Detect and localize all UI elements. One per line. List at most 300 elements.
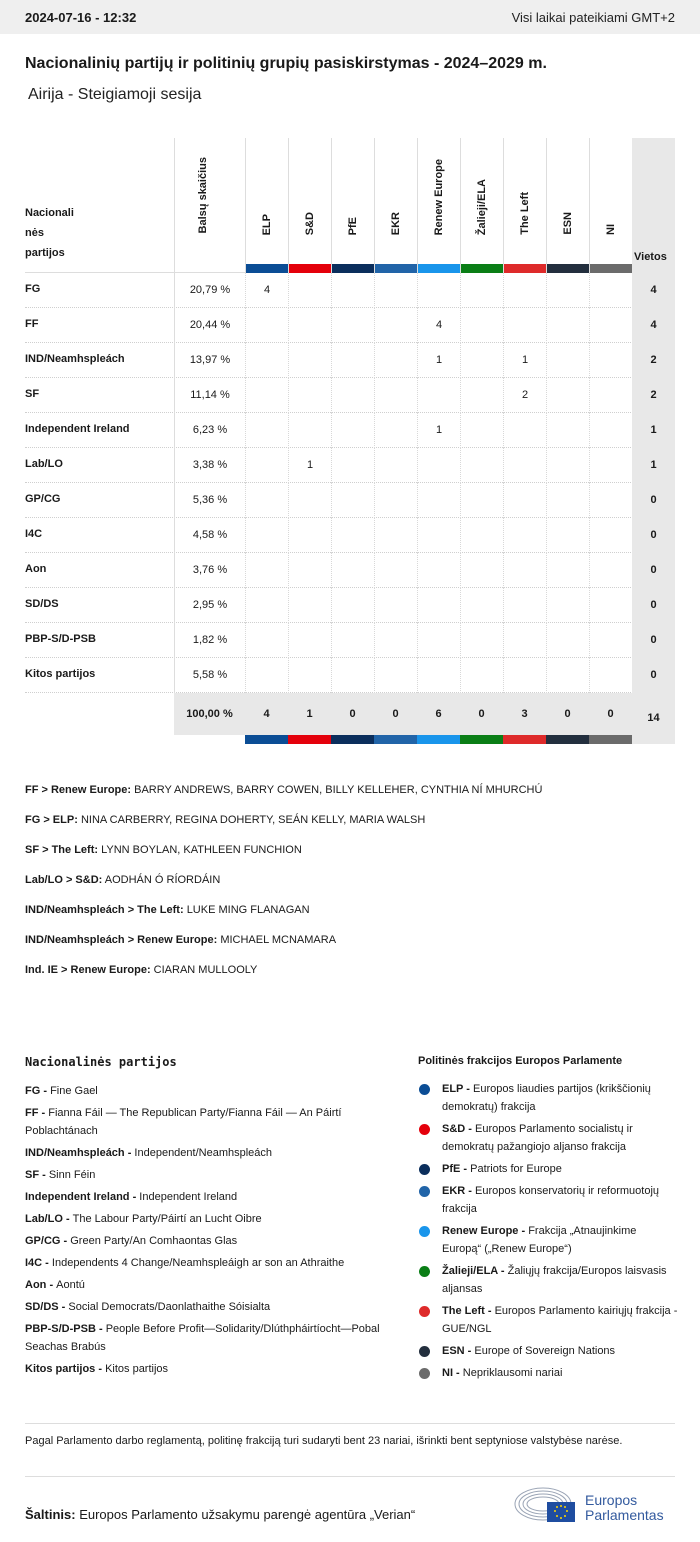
group-seat-cell — [589, 553, 632, 588]
groups-legend-list — [418, 1080, 678, 1382]
group-seat-cell — [374, 378, 417, 413]
group-seat-cell — [288, 413, 331, 448]
group-seat-cell — [546, 413, 589, 448]
national-legend-name: Independent/Neamhspleách — [134, 1147, 273, 1159]
group-color-dot-icon — [419, 1084, 430, 1095]
group-legend-name: Europos liaudies partijos (krikščionių demokratų) frakcija — [442, 1083, 651, 1113]
group-header-label: ELP — [261, 213, 273, 235]
group-total: 0 — [349, 708, 356, 720]
totals-row — [25, 693, 675, 744]
row-seats: 0 — [632, 658, 675, 693]
row-seats: 1 — [632, 413, 675, 448]
national-legend-item — [25, 1232, 395, 1250]
party-name: Aon — [25, 563, 47, 575]
group-seat-cell — [589, 658, 632, 693]
group-header-label: Renew Europe — [433, 158, 445, 235]
national-legend-item — [25, 1188, 395, 1206]
group-header-label: The Left — [519, 192, 531, 235]
group-seat-cell — [503, 413, 546, 448]
party-name: Kitos partijos — [25, 668, 96, 680]
national-legend-item — [25, 1210, 395, 1228]
group-seat-cell — [417, 483, 460, 518]
national-legend-item — [25, 1360, 395, 1378]
vote-share: 20,79 % — [174, 273, 245, 308]
group-total: 0 — [392, 708, 399, 720]
group-seat-cell — [331, 658, 374, 693]
group-color-dot-icon — [419, 1266, 430, 1277]
seats-header — [632, 138, 675, 273]
group-seat-cell — [374, 273, 417, 308]
vote-share: 6,23 % — [174, 413, 245, 448]
national-legend-abbr: FG - — [25, 1085, 51, 1097]
party-name: FF — [25, 318, 39, 330]
table-header — [25, 138, 675, 273]
assignment-names: MICHAEL MCNAMARA — [220, 934, 337, 946]
group-seat-cell — [460, 658, 503, 693]
source-text: Europos Parlamento užsakymu parengė agentūra „Verian“ — [75, 1507, 416, 1522]
assignment-names: CIARAN MULLOOLY — [153, 964, 258, 976]
group-seat-cell — [245, 413, 288, 448]
seats-header-label: Vietos — [634, 251, 667, 263]
group-legend-name: Europe of Sovereign Nations — [474, 1345, 616, 1357]
group-seat-cell — [546, 378, 589, 413]
group-seat-cell — [460, 413, 503, 448]
group-seat-cell: 1 — [417, 343, 460, 378]
group-seat-cell — [546, 588, 589, 623]
vote-share: 1,82 % — [174, 623, 245, 658]
group-legend-name: Nepriklausomi nariai — [462, 1367, 563, 1379]
group-seat-cell — [374, 413, 417, 448]
group-header — [460, 138, 503, 273]
votes-header — [174, 138, 245, 273]
group-legend-item — [418, 1364, 678, 1382]
national-legend-item — [25, 1298, 395, 1316]
group-color-bar — [417, 735, 460, 744]
group-color-bar — [331, 735, 374, 744]
group-seat-cell — [417, 378, 460, 413]
group-seat-cell — [245, 378, 288, 413]
assignment-names: LYNN BOYLAN, KATHLEEN FUNCHION — [101, 844, 302, 856]
table-row — [25, 588, 675, 623]
national-legend-name: People Before Profit—Solidarity/Dlúthpháirtíocht—Pobal Seachas Brabús — [25, 1323, 380, 1353]
row-seats: 4 — [632, 273, 675, 308]
page-title: Nacionalinių partijų ir politinių grupių pasiskirstymas - 2024–2029 m. — [25, 55, 547, 72]
groups-legend — [418, 1055, 678, 1386]
group-legend-name: Europos Parlamento socialistų ir demokratų pažangiojo aljanso frakcija — [442, 1123, 633, 1153]
group-total: 0 — [564, 708, 571, 720]
group-legend-abbr: ELP - — [442, 1083, 473, 1095]
group-header — [374, 138, 417, 273]
assignment-line — [25, 964, 675, 994]
group-seat-cell — [589, 273, 632, 308]
group-seat-cell — [245, 518, 288, 553]
vote-share: 20,44 % — [174, 308, 245, 343]
national-legend-abbr: Aon - — [25, 1279, 57, 1291]
national-legend-name: Social Democrats/Daonlathaithe Sóisialta — [68, 1301, 271, 1313]
party-name: SF — [25, 388, 40, 400]
timezone-note: Visi laikai pateikiami GMT+2 — [511, 9, 675, 25]
group-seat-cell — [503, 588, 546, 623]
group-seat-cell — [460, 448, 503, 483]
group-seat-cell — [288, 273, 331, 308]
group-legend-item — [418, 1222, 678, 1258]
group-legend-item — [418, 1120, 678, 1156]
group-seat-cell — [546, 553, 589, 588]
group-seat-cell — [460, 308, 503, 343]
assignment-names: NINA CARBERRY, REGINA DOHERTY, SEÁN KELLY, MARIA WALSH — [80, 814, 426, 826]
group-seat-cell — [245, 343, 288, 378]
ep-logo-line1: Europos — [585, 1492, 638, 1508]
group-seat-cell — [589, 448, 632, 483]
group-seat-cell — [245, 588, 288, 623]
party-name: SD/DS — [25, 598, 59, 610]
group-seat-cell — [331, 413, 374, 448]
group-legend-item — [418, 1302, 678, 1338]
group-legend-item — [418, 1160, 678, 1178]
group-seat-cell — [546, 658, 589, 693]
group-color-bar — [504, 264, 546, 273]
assignment-key: FF > Renew Europe: — [25, 784, 132, 796]
group-header — [245, 138, 288, 273]
group-seat-cell — [245, 623, 288, 658]
assignment-key: Lab/LO > S&D: — [25, 874, 103, 886]
table-row — [25, 623, 675, 658]
group-seat-cell — [417, 518, 460, 553]
assignment-key: IND/Neamhspleách > The Left: — [25, 904, 184, 916]
group-legend-item — [418, 1080, 678, 1116]
group-legend-abbr: The Left - — [442, 1305, 495, 1317]
group-seat-cell — [460, 553, 503, 588]
group-seat-cell — [288, 378, 331, 413]
row-seats: 0 — [632, 553, 675, 588]
group-color-dot-icon — [419, 1124, 430, 1135]
group-seat-cell — [245, 483, 288, 518]
row-seats: 2 — [632, 343, 675, 378]
group-seat-cell — [374, 553, 417, 588]
group-seat-cell — [589, 378, 632, 413]
group-seat-cell — [331, 553, 374, 588]
group-color-bar — [375, 264, 417, 273]
assignment-line — [25, 904, 675, 934]
national-legend-abbr: GP/CG - — [25, 1235, 71, 1247]
group-legend-abbr: Renew Europe - — [442, 1225, 529, 1237]
group-total: 0 — [478, 708, 485, 720]
national-legend-heading: Nacionalinės partijos — [25, 1055, 177, 1069]
group-seat-cell — [288, 483, 331, 518]
national-legend-item — [25, 1320, 395, 1356]
table-row — [25, 518, 675, 553]
national-legend-abbr: SF - — [25, 1169, 49, 1181]
national-legend-item — [25, 1254, 395, 1272]
group-total: 1 — [306, 708, 313, 720]
ep-logo — [513, 1486, 678, 1526]
party-name: I4C — [25, 528, 43, 540]
group-seat-cell — [503, 273, 546, 308]
results-table — [25, 138, 675, 744]
national-legend-abbr: PBP-S/D-PSB - — [25, 1323, 106, 1335]
party-name: IND/Neamhspleách — [25, 353, 125, 365]
ep-logo-line2: Parlamentas — [585, 1507, 664, 1523]
group-seat-cell: 2 — [503, 378, 546, 413]
top-bar — [0, 0, 700, 34]
row-seats: 0 — [632, 588, 675, 623]
national-legend-abbr: IND/Neamhspleách - — [25, 1147, 135, 1159]
party-name: Independent Ireland — [25, 423, 130, 435]
vote-share: 3,38 % — [174, 448, 245, 483]
vote-share: 5,36 % — [174, 483, 245, 518]
group-seat-cell — [546, 518, 589, 553]
group-legend-name: Patriots for Europe — [470, 1163, 562, 1175]
group-color-bar — [374, 735, 417, 744]
page-subtitle: Airija - Steigiamoji sesija — [28, 86, 202, 103]
group-total: 0 — [607, 708, 614, 720]
group-header — [417, 138, 460, 273]
table-row — [25, 448, 675, 483]
group-seat-cell — [331, 483, 374, 518]
group-seat-cell — [288, 623, 331, 658]
group-header — [589, 138, 632, 273]
assignment-line — [25, 844, 675, 874]
group-seat-cell — [374, 518, 417, 553]
assignment-names: BARRY ANDREWS, BARRY COWEN, BILLY KELLEHER, CYNTHIA NÍ MHURCHÚ — [134, 784, 543, 796]
group-seat-cell — [374, 658, 417, 693]
national-legend-abbr: Kitos partijos - — [25, 1363, 106, 1375]
group-seat-cell — [460, 273, 503, 308]
group-header — [546, 138, 589, 273]
group-seat-cell — [460, 623, 503, 658]
table-body — [25, 273, 675, 693]
table-row — [25, 483, 675, 518]
group-seat-cell — [288, 553, 331, 588]
national-legend-name: Fianna Fáil — The Republican Party/Fianna Fáil — An Páirtí Poblachtánach — [25, 1107, 342, 1137]
group-legend-abbr: Žalieji/ELA - — [442, 1265, 508, 1277]
group-header-label: NI — [605, 224, 617, 235]
group-color-bar — [332, 264, 374, 273]
votes-header-label: Balsų skaičius — [197, 156, 209, 233]
group-seat-cell — [589, 518, 632, 553]
group-seat-cell — [460, 343, 503, 378]
national-legend-list — [25, 1082, 395, 1378]
group-seat-cell — [460, 588, 503, 623]
group-color-dot-icon — [419, 1346, 430, 1357]
group-color-dot-icon — [419, 1164, 430, 1175]
group-seat-cell — [374, 483, 417, 518]
party-name: PBP-S/D-PSB — [25, 633, 96, 645]
group-seat-cell — [503, 448, 546, 483]
group-seat-cell — [331, 308, 374, 343]
vote-share: 5,58 % — [174, 658, 245, 693]
national-legend-name: The Labour Party/Páirtí an Lucht Oibre — [72, 1213, 262, 1225]
row-seats: 0 — [632, 623, 675, 658]
assignment-line — [25, 814, 675, 844]
group-seat-cell — [417, 658, 460, 693]
national-legend-name: Fine Gael — [50, 1085, 98, 1097]
group-legend-name: Europos konservatorių ir reformuotojų frakcija — [442, 1185, 660, 1215]
national-legend-item — [25, 1144, 395, 1162]
national-legend-abbr: I4C - — [25, 1257, 52, 1269]
group-seat-cell — [331, 378, 374, 413]
group-legend-name: Europos Parlamento kairiųjų frakcija - GUE/NGL — [442, 1305, 678, 1335]
group-color-bar — [546, 735, 589, 744]
table-row — [25, 273, 675, 308]
group-seat-cell — [288, 588, 331, 623]
group-header-label: Žalieji/ELA — [476, 178, 488, 235]
table-row — [25, 378, 675, 413]
national-legend-abbr: Independent Ireland - — [25, 1191, 140, 1203]
group-seat-cell — [288, 518, 331, 553]
group-seat-cell — [245, 308, 288, 343]
group-header-label: S&D — [304, 211, 316, 235]
group-seat-cell — [546, 483, 589, 518]
group-total: 3 — [521, 708, 528, 720]
national-legend-name: Aontú — [56, 1279, 85, 1291]
group-seat-cell — [331, 588, 374, 623]
group-color-bar — [460, 735, 503, 744]
group-seat-cell — [589, 343, 632, 378]
table-row — [25, 658, 675, 693]
assignment-line — [25, 874, 675, 904]
group-color-bar — [288, 735, 331, 744]
group-legend-name: Žaliųjų frakcija/Europos laisvasis aljansas — [442, 1265, 667, 1295]
rules-note: Pagal Parlamento darbo reglamentą, politinę frakciją turi sudaryti bent 23 nariai, išrinkti bent septyniose valstybėse narėse. — [25, 1423, 675, 1477]
national-parties-legend — [25, 1055, 395, 1382]
group-legend-abbr: S&D - — [442, 1123, 475, 1135]
group-seat-cell — [503, 308, 546, 343]
group-seat-cell — [417, 588, 460, 623]
assignment-line — [25, 784, 675, 814]
assignment-key: SF > The Left: — [25, 844, 99, 856]
group-seat-cell — [589, 588, 632, 623]
group-legend-name: Frakcija „Atnaujinkime Europą“ („Renew Europe“) — [442, 1225, 637, 1255]
group-color-bar — [590, 264, 632, 273]
group-legend-item — [418, 1342, 678, 1360]
national-legend-item — [25, 1082, 395, 1100]
group-seat-cell: 1 — [288, 448, 331, 483]
group-seat-cell — [417, 448, 460, 483]
group-color-bar — [245, 735, 288, 744]
national-legend-item — [25, 1166, 395, 1184]
group-seat-cell — [331, 343, 374, 378]
group-color-dot-icon — [419, 1226, 430, 1237]
table-row — [25, 343, 675, 378]
group-legend-abbr: PfE - — [442, 1163, 471, 1175]
group-seat-cell — [288, 343, 331, 378]
national-legend-name: Kitos partijos — [105, 1363, 169, 1375]
assignment-key: Ind. IE > Renew Europe: — [25, 964, 151, 976]
party-name: Lab/LO — [25, 458, 63, 470]
totals-pct: 100,00 % — [186, 708, 233, 720]
group-seat-cell — [331, 518, 374, 553]
group-seat-cell — [460, 378, 503, 413]
group-seat-cell — [374, 623, 417, 658]
group-header-label: EKR — [390, 211, 402, 235]
group-seat-cell — [417, 553, 460, 588]
party-name: FG — [25, 283, 41, 295]
group-legend-abbr: ESN - — [442, 1345, 475, 1357]
group-legend-item — [418, 1262, 678, 1298]
ep-logo-icon — [513, 1486, 579, 1526]
group-seat-cell — [589, 413, 632, 448]
group-seat-cell: 4 — [417, 308, 460, 343]
group-seat-cell — [589, 483, 632, 518]
group-color-dot-icon — [419, 1186, 430, 1197]
group-seat-cell — [589, 623, 632, 658]
group-header — [331, 138, 374, 273]
ep-logo-text — [585, 1493, 664, 1523]
row-seats: 1 — [632, 448, 675, 483]
group-color-bar — [418, 264, 460, 273]
group-seat-cell — [245, 658, 288, 693]
group-seat-cell — [503, 623, 546, 658]
group-header — [288, 138, 331, 273]
row-seats: 2 — [632, 378, 675, 413]
national-legend-item — [25, 1276, 395, 1294]
group-seat-cell — [546, 273, 589, 308]
group-seat-cell — [460, 518, 503, 553]
group-header — [503, 138, 546, 273]
group-seat-cell — [503, 658, 546, 693]
national-legend-name: Sinn Féin — [48, 1169, 96, 1181]
group-legend-item — [418, 1182, 678, 1218]
group-seat-cell — [331, 273, 374, 308]
group-color-bar — [461, 264, 503, 273]
table-row — [25, 413, 675, 448]
group-seat-cell — [546, 343, 589, 378]
group-seat-cell — [503, 553, 546, 588]
national-parties-header: Nacionali nės partijos — [25, 207, 74, 259]
row-seats: 0 — [632, 483, 675, 518]
group-seat-cell — [374, 588, 417, 623]
group-total: 4 — [263, 708, 270, 720]
group-legend-abbr: NI - — [442, 1367, 463, 1379]
vote-share: 2,95 % — [174, 588, 245, 623]
group-color-bar — [589, 735, 632, 744]
group-seat-cell — [374, 308, 417, 343]
group-seat-cell — [331, 623, 374, 658]
group-seat-cell — [417, 273, 460, 308]
group-seat-cell — [503, 483, 546, 518]
group-seat-cell — [288, 308, 331, 343]
assignment-line — [25, 934, 675, 964]
totals-seats: 14 — [632, 693, 675, 744]
group-total: 6 — [435, 708, 442, 720]
group-color-bar — [503, 735, 546, 744]
group-seat-cell — [417, 623, 460, 658]
group-seat-cell — [546, 308, 589, 343]
national-legend-abbr: Lab/LO - — [25, 1213, 73, 1225]
national-legend-name: Independent Ireland — [139, 1191, 238, 1203]
timestamp: 2024-07-16 - 12:32 — [25, 9, 137, 25]
group-seat-cell — [589, 308, 632, 343]
mep-assignments — [25, 784, 675, 994]
groups-legend-heading: Politinės frakcijos Europos Parlamente — [418, 1055, 623, 1067]
row-seats: 0 — [632, 518, 675, 553]
group-seat-cell — [460, 483, 503, 518]
national-legend-abbr: SD/DS - — [25, 1301, 69, 1313]
national-legend-name: Green Party/An Comhaontas Glas — [70, 1235, 238, 1247]
assignment-key: FG > ELP: — [25, 814, 78, 826]
vote-share: 13,97 % — [174, 343, 245, 378]
group-seat-cell — [245, 448, 288, 483]
party-name: GP/CG — [25, 493, 61, 505]
group-seat-cell: 1 — [417, 413, 460, 448]
group-seat-cell: 4 — [245, 273, 288, 308]
vote-share: 4,58 % — [174, 518, 245, 553]
group-seat-cell — [374, 343, 417, 378]
group-seat-cell — [374, 448, 417, 483]
group-seat-cell: 1 — [503, 343, 546, 378]
group-seat-cell — [245, 553, 288, 588]
